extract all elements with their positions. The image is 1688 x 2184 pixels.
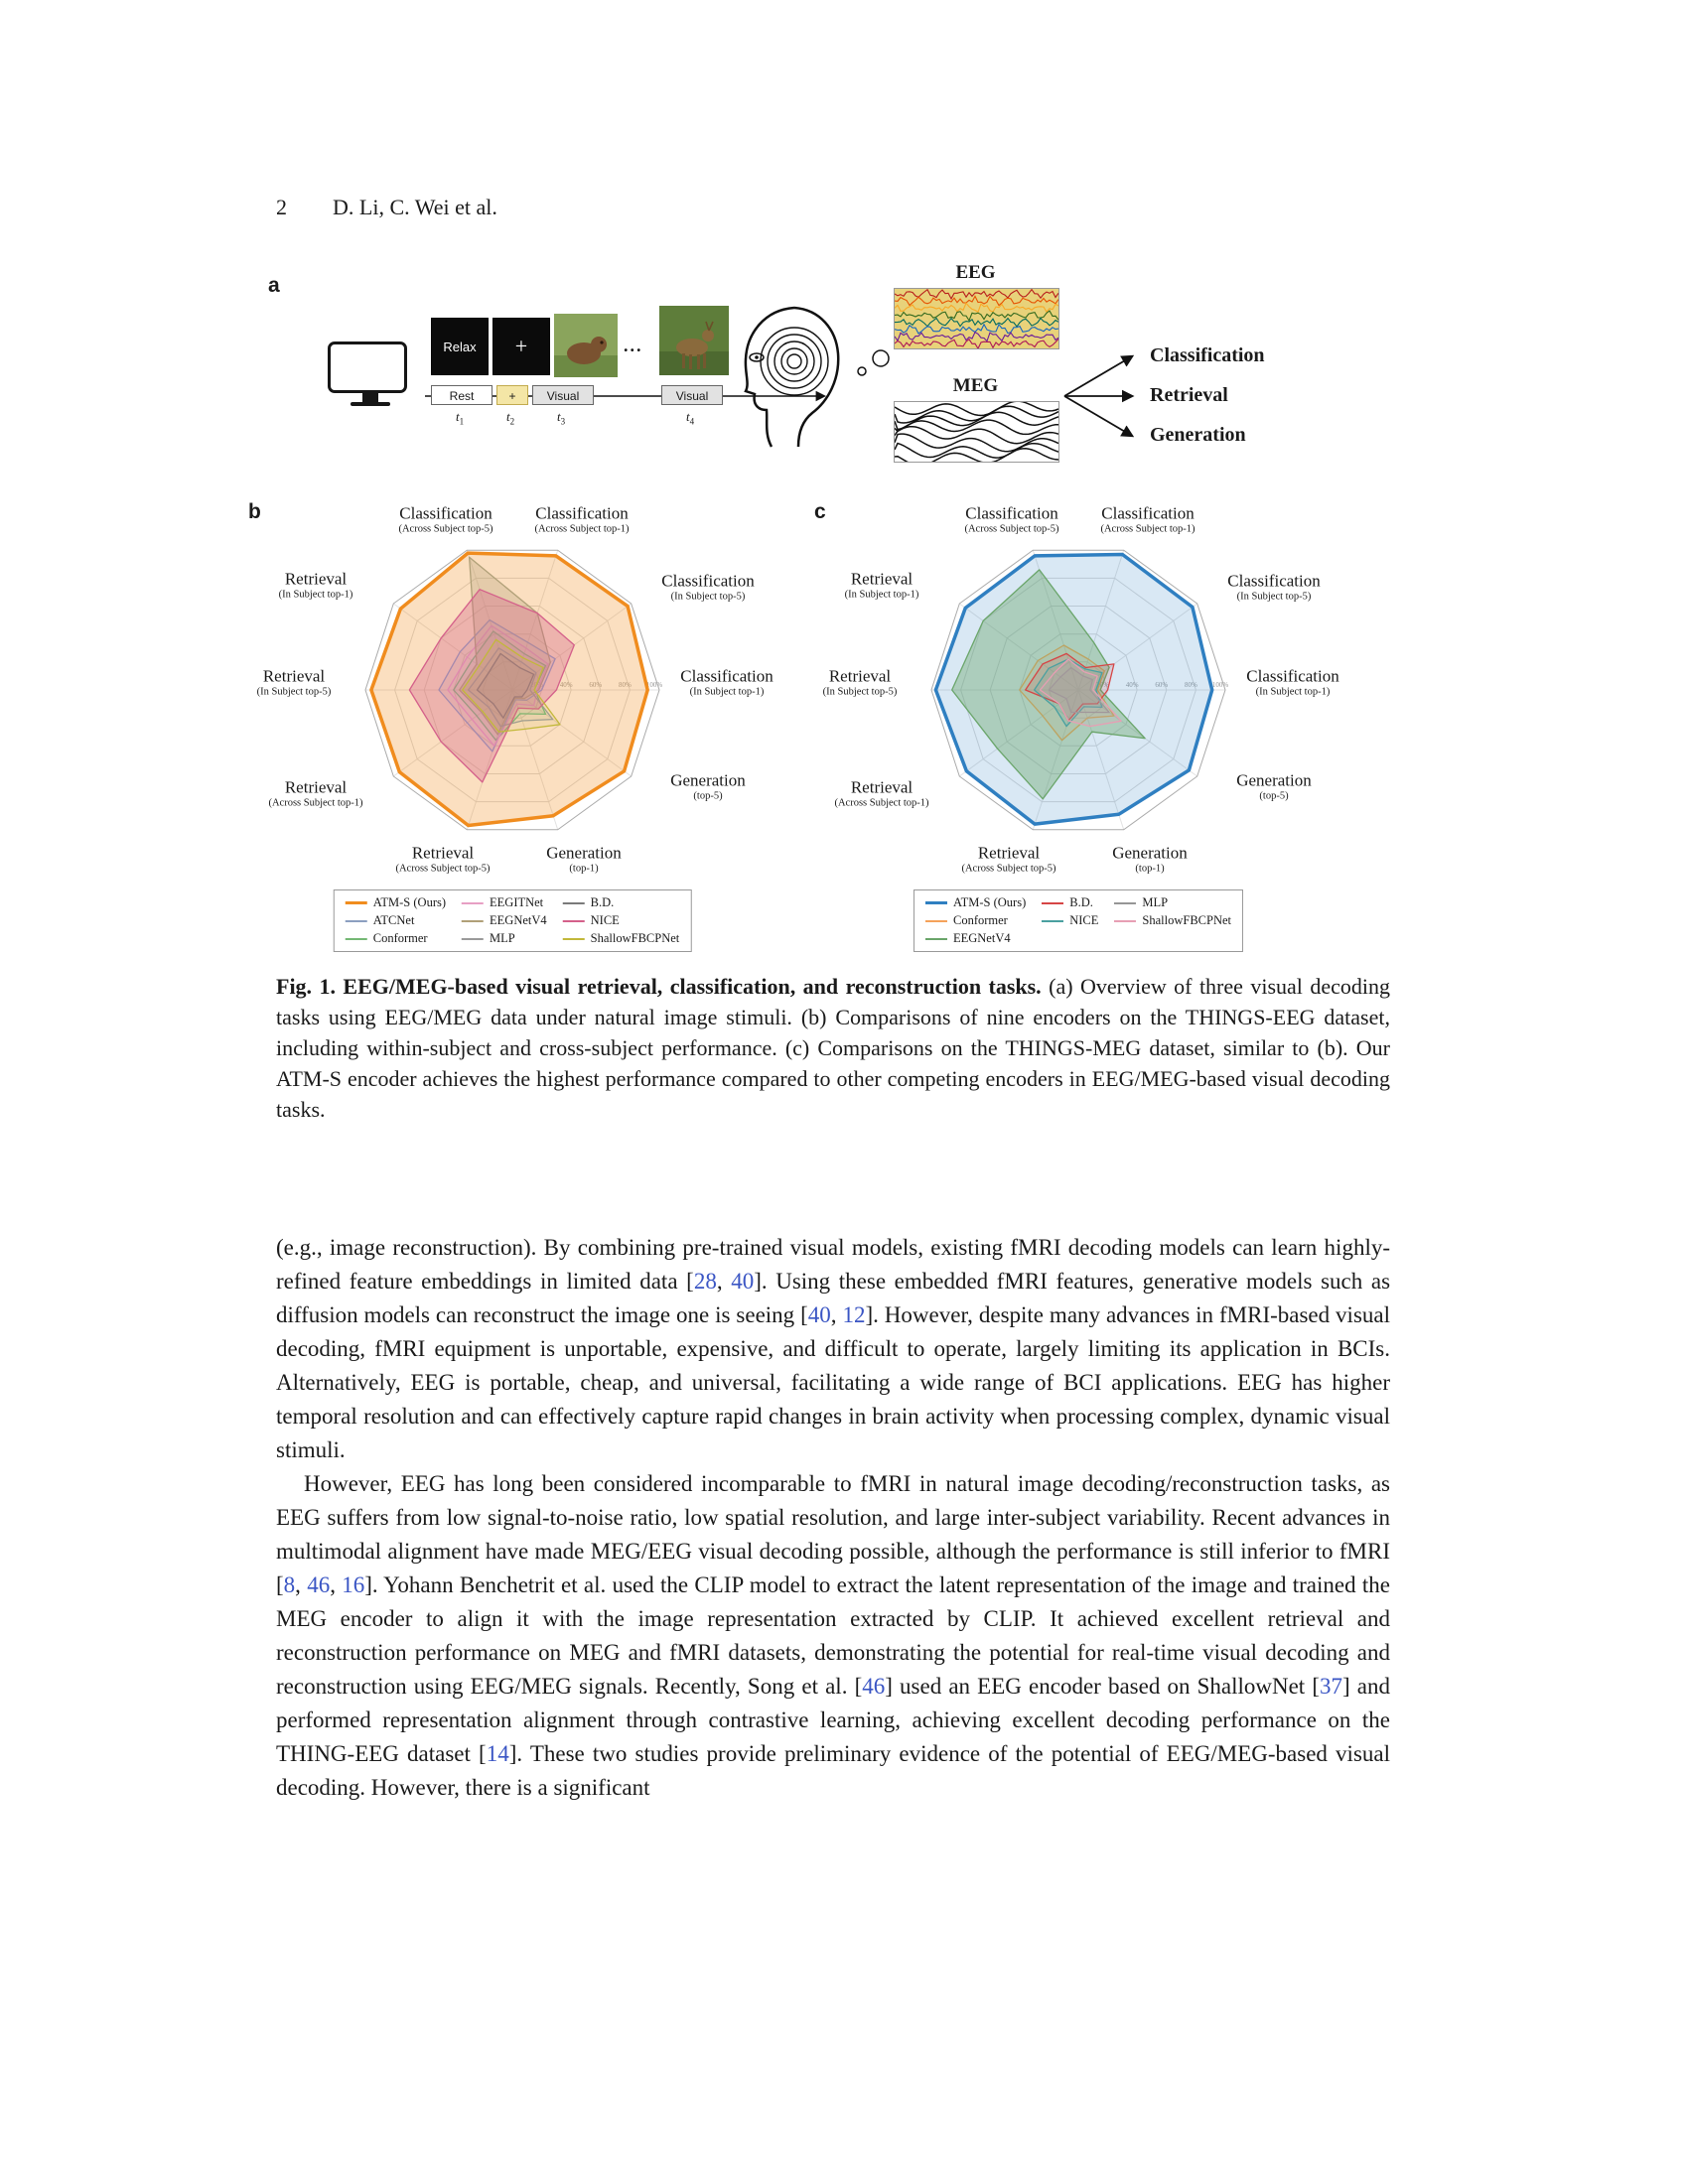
legend-label: EEGNetV4: [490, 913, 547, 927]
legend-label: Conformer: [372, 931, 428, 945]
page-number: 2: [276, 195, 287, 219]
ring-tick-label: 40%: [559, 681, 573, 689]
legend-label: NICE: [590, 913, 620, 927]
axis-label: Retrieval (Across Subject top-5): [395, 843, 491, 876]
legend-item: [1114, 895, 1231, 910]
timeline-time-label-3: $t_3$: [557, 409, 566, 427]
ring-tick-label: 20%: [530, 681, 544, 689]
axis-label: Classification (In Subject top-1): [1246, 666, 1339, 699]
legend-swatch: [563, 920, 585, 922]
radar-chart-meg: [890, 501, 1267, 879]
axis-label: Classification (Across Subject top-1): [1100, 503, 1196, 536]
legend-swatch: [346, 938, 367, 940]
paragraph-1: [276, 1231, 1390, 1467]
legend-swatch: [1114, 920, 1136, 922]
task-generation: Generation: [1150, 424, 1246, 446]
body-text: [276, 1231, 1390, 1805]
axis-label: Retrieval (In Subject top-1): [278, 569, 353, 602]
text-run: ,: [295, 1572, 308, 1597]
text-run: ,: [830, 1302, 843, 1327]
text-run: ] used an EEG encoder based on ShallowNet [: [885, 1674, 1320, 1699]
ring-tick-label: 100%: [645, 681, 663, 689]
text-run: ,: [716, 1269, 732, 1294]
legend-label: ShallowFBCPNet: [1142, 913, 1232, 927]
signal-bubble-large: [873, 350, 889, 366]
legend-item: [346, 931, 446, 946]
text-run: (e.g., image reconstruction). By combining pre-trained visual models, existing fMRI decoding models can learn highly-refined feature embeddings in limited data [: [276, 1235, 1390, 1294]
legend-label: MLP: [490, 931, 515, 945]
ring-tick-label: 60%: [1155, 681, 1169, 689]
legend-item: [346, 913, 446, 928]
legend-item: [925, 913, 1026, 928]
timeline-visual-box-1: Visual: [532, 385, 594, 405]
radar-chart-eeg: [324, 501, 701, 879]
timeline-time-label-1: $t_1$: [456, 409, 465, 427]
axis-label: Classification (Across Subject top-1): [534, 503, 630, 536]
legend-box-c: [914, 889, 1243, 952]
eeg-label: EEG: [955, 262, 996, 283]
legend-item: [1042, 913, 1098, 928]
legend-label: ATM-S (Ours): [372, 895, 447, 909]
axis-label: Classification (In Subject top-5): [661, 571, 755, 604]
visual-stimulus-image-2: [659, 306, 729, 375]
legend-swatch: [346, 901, 367, 904]
marmot-photo: [554, 314, 618, 377]
legend-swatch: [1042, 902, 1063, 904]
axis-label: Generation (top-1): [1112, 843, 1188, 876]
legend-label: ATCNet: [372, 913, 415, 927]
ring-tick-label: 80%: [1184, 681, 1197, 689]
ring-tick-label: 20%: [1096, 681, 1110, 689]
citation-ref[interactable]: 28: [693, 1269, 717, 1294]
legend-item: [1042, 895, 1098, 910]
signal-bubble-small: [858, 367, 866, 375]
legend-swatch: [346, 920, 367, 922]
axis-label: Generation (top-1): [546, 843, 622, 876]
task-retrieval: Retrieval: [1150, 384, 1228, 406]
eeg-signal-image: [894, 288, 1059, 349]
running-header: [276, 195, 497, 220]
citation-ref[interactable]: 40: [807, 1302, 831, 1327]
panel-label-b: b: [248, 500, 261, 523]
stimulus-ellipsis: ...: [624, 336, 643, 355]
task-classification: Classification: [1150, 344, 1265, 366]
legend-swatch: [462, 920, 484, 922]
figure-panel-a: [268, 260, 1340, 503]
axis-label: Retrieval (In Subject top-1): [844, 569, 919, 602]
legend-item: [925, 931, 1026, 946]
legend-swatch: [925, 920, 947, 922]
citation-ref[interactable]: 37: [1319, 1674, 1342, 1699]
monitor-base: [351, 402, 390, 406]
legend-label: B.D.: [590, 895, 615, 909]
ring-tick-label: 100%: [1211, 681, 1229, 689]
meg-label: MEG: [952, 375, 999, 396]
text-run: ]. However, despite many advances in fMRI-based visual decoding, fMRI equipment is unportable, expensive, and difficult to operate, largely limiting its application in BCIs. Alternatively, EEG is portable, cheap, and universal, facilitating a wide range of BCI applications. EEG has higher temporal resolution and can effectively capture rapid changes in brain activity when processing complex, dynamic visual stimuli.: [276, 1302, 1390, 1462]
text-run: (a) Overview of three visual decoding tasks using EEG/MEG data under natural image stimuli. (b) Comparisons of nine encoders on the THINGS-EEG dataset, including within-subject and cross-subject performance. (c) Comparisons on the THINGS-MEG dataset, similar to (b). Our ATM-S encoder achieves the highest performance compared to other competing encoders in EEG/MEG-based visual decoding tasks.: [276, 974, 1390, 1122]
running-authors: D. Li, C. Wei et al.: [333, 195, 497, 219]
axis-label: Retrieval (In Subject top-5): [822, 666, 898, 699]
legend-label: Conformer: [952, 913, 1008, 927]
arrow-to-generation: [1064, 396, 1132, 436]
legend-swatch: [1042, 920, 1063, 922]
axis-label: Generation (top-5): [1236, 770, 1312, 803]
text-run: ] and performed representation alignment through contrastive learning, achieving excellent decoding performance on the THING-EEG dataset [: [276, 1674, 1390, 1766]
legend-swatch: [563, 902, 585, 904]
legend-swatch: [1114, 902, 1136, 904]
legend-swatch: [925, 938, 947, 940]
timeline-rest-box: Rest: [431, 385, 492, 405]
axis-label: Generation (top-5): [670, 770, 746, 803]
citation-ref[interactable]: 46: [862, 1674, 886, 1699]
monitor-stand: [362, 393, 378, 402]
stimulus-relax-frame: [431, 318, 489, 375]
timeline-fixation-box: +: [496, 385, 528, 405]
panel-label-c: c: [814, 500, 826, 523]
legend-item: [563, 931, 680, 946]
stimulus-fixation-frame: [492, 318, 550, 375]
timeline-visual-box-2: Visual: [661, 385, 723, 405]
citation-ref[interactable]: 16: [342, 1572, 365, 1597]
legend-item: [563, 895, 680, 910]
citation-ref[interactable]: 46: [307, 1572, 331, 1597]
legend-label: MLP: [1142, 895, 1169, 909]
axis-label: Retrieval (Across Subject top-5): [961, 843, 1056, 876]
legend-swatch: [462, 902, 484, 904]
meg-signal-image: [894, 401, 1059, 463]
arrow-to-classification: [1064, 356, 1132, 396]
text-run: ,: [330, 1572, 343, 1597]
legend-item: [462, 895, 547, 910]
legend-swatch: [462, 938, 484, 940]
text-run: ]. Using these embedded fMRI features, generative models such as diffusion models can reconstruct the image one is seeing [: [276, 1269, 1391, 1327]
legend-swatch: [563, 938, 585, 940]
text-run: ]. These two studies provide preliminary evidence of the potential of EEG/MEG-based visual decoding. However, there is a significant: [276, 1741, 1390, 1800]
legend-box-b: [334, 889, 692, 952]
axis-label: Classification (Across Subject top-5): [964, 503, 1059, 536]
ring-tick-label: 60%: [589, 681, 603, 689]
figure-caption: [276, 971, 1390, 1125]
deer-photo: [659, 306, 729, 375]
legend-item: [925, 895, 1026, 910]
citation-ref[interactable]: 12: [842, 1302, 866, 1327]
axis-label: Retrieval (In Subject top-5): [256, 666, 332, 699]
panel-label-a: a: [268, 274, 280, 297]
head-with-brain-icon: [733, 302, 847, 451]
figure-panel-b: [234, 496, 790, 961]
legend-label: EEGNetV4: [952, 931, 1011, 945]
legend-item: [1114, 913, 1231, 928]
legend-item: [563, 913, 680, 928]
text-run: ]. Yohann Benchetrit et al. used the CLIP model to extract the latent representation of the image and trained the MEG encoder to align it with the image representation extracted by CLIP. It achieved excellent retrieval and reconstruction performance on MEG and fMRI datasets, demonstrating the potential for real-time visual decoding and reconstruction using EEG/MEG signals. Recently, Song et al. [: [276, 1572, 1390, 1699]
legend-item: [346, 895, 446, 910]
legend-label: ShallowFBCPNet: [590, 931, 680, 945]
visual-stimulus-image-1: [554, 314, 618, 377]
timeline-time-label-4: $t_4$: [686, 409, 695, 427]
axis-label: Classification (Across Subject top-5): [398, 503, 493, 536]
monitor-icon: [328, 341, 407, 393]
citation-ref[interactable]: 40: [731, 1269, 755, 1294]
legend-item: [462, 913, 547, 928]
ring-tick-label: 40%: [1125, 681, 1139, 689]
legend-label: B.D.: [1069, 895, 1093, 909]
citation-ref[interactable]: 14: [486, 1741, 509, 1766]
timeline-time-label-2: $t_2$: [506, 409, 515, 427]
figure-panel-c: [800, 496, 1356, 961]
legend-label: ATM-S (Ours): [952, 895, 1027, 909]
axis-label: Classification (In Subject top-5): [1227, 571, 1321, 604]
relax-label: Relax: [443, 339, 477, 354]
axis-label: Retrieval (Across Subject top-1): [834, 777, 929, 810]
legend-label: EEGITNet: [490, 895, 544, 909]
paragraph-2: [276, 1467, 1390, 1805]
axis-label: Classification (In Subject top-1): [680, 666, 774, 699]
axis-label: Retrieval (Across Subject top-1): [268, 777, 363, 810]
legend-swatch: [925, 901, 947, 904]
caption-bold-lead: Fig. 1. EEG/MEG-based visual retrieval, classification, and reconstruction tasks.: [276, 974, 1042, 999]
citation-ref[interactable]: 8: [283, 1572, 296, 1597]
fixation-cross: +: [514, 334, 528, 358]
legend-item: [462, 931, 547, 946]
legend-label: NICE: [1069, 913, 1099, 927]
text-run: However, EEG has long been considered incomparable to fMRI in natural image decoding/reconstruction tasks, as EEG suffers from low signal-to-noise ratio, low spatial resolution, and large inter-subject variability. Recent advances in multimodal alignment have made MEG/EEG visual decoding possible, although the performance is still inferior to fMRI [: [276, 1471, 1390, 1597]
ring-tick-label: 80%: [618, 681, 632, 689]
